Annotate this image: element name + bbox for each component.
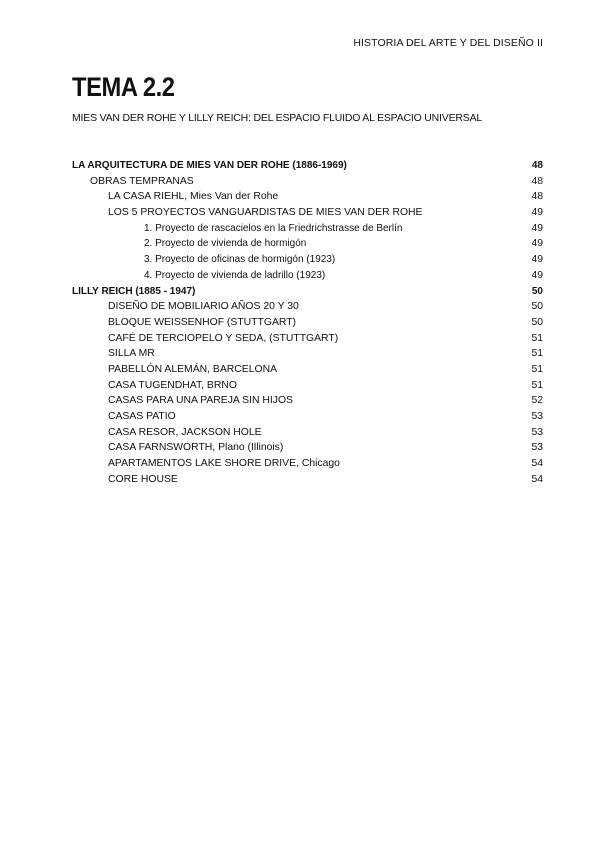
toc-entry-label: 3. Proyecto de oficinas de hormigón (1923) (144, 254, 336, 266)
toc-entry[interactable] (72, 268, 543, 284)
toc-entry[interactable] (72, 315, 543, 331)
toc-entry[interactable] (72, 472, 543, 488)
toc-entry-page-number: 49 (531, 238, 543, 250)
toc-entry[interactable] (72, 205, 543, 221)
toc-entry-page-number: 52 (531, 395, 543, 407)
toc-entry-page-number: 53 (531, 411, 543, 422)
toc-entry-label: LILLY REICH (1885 - 1947) (72, 285, 196, 297)
toc-entry[interactable] (72, 362, 543, 378)
running-header: HISTORIA DEL ARTE Y DEL DISEÑO II (353, 37, 543, 49)
toc-entry-label: CASA FARNSWORTH, Plano (Illinois) (108, 442, 284, 454)
toc-entry[interactable] (72, 409, 543, 425)
toc-entry-page-number: 51 (531, 332, 543, 344)
toc-entry-page-number: 51 (531, 379, 543, 391)
toc-entry-label: CAFÉ DE TERCIOPELO Y SEDA, (STUTTGART) (108, 332, 339, 344)
toc-entry-page-number: 48 (531, 175, 543, 187)
toc-entry-page-number: 48 (531, 191, 543, 203)
toc-entry-page-number: 48 (531, 160, 543, 171)
toc-entry-label: APARTAMENTOS LAKE SHORE DRIVE, Chicago (108, 458, 340, 470)
toc-entry-page-number: 50 (531, 301, 543, 313)
toc-entry-page-number: 53 (531, 426, 543, 438)
toc-entry-label: CASAS PATIO (108, 411, 176, 422)
toc-entry-page-number: 49 (531, 254, 543, 266)
toc-entry-label: 1. Proyecto de rascacielos en la Friedrichstrasse de Berlín (144, 222, 403, 234)
toc-entry-label: CASAS PARA UNA PAREJA SIN HIJOS (108, 395, 293, 407)
toc-entry-page-number: 49 (531, 269, 543, 281)
toc-entry-page-number: 54 (531, 473, 543, 485)
toc-entry-page-number: 49 (531, 222, 543, 234)
toc-entry[interactable] (72, 252, 543, 268)
toc-entry-label: LA ARQUITECTURA DE MIES VAN DER ROHE (1886-1969) (72, 160, 347, 171)
toc-entry-label: LOS 5 PROYECTOS VANGUARDISTAS DE MIES VAN DER ROHE (108, 207, 423, 219)
toc-entry[interactable] (72, 221, 543, 237)
toc-entry-page-number: 50 (531, 285, 543, 297)
toc-entry-label: 4. Proyecto de vivienda de ladrillo (1923) (144, 269, 326, 281)
page-title: TEMA 2.2 (72, 72, 175, 102)
toc-entry[interactable] (72, 284, 543, 300)
toc-entry-label: LA CASA RIEHL, Mies Van der Rohe (108, 191, 279, 203)
toc-entry-label: CORE HOUSE (108, 473, 178, 485)
toc-entry-label: 2. Proyecto de vivienda de hormigón (144, 238, 307, 250)
toc-entry[interactable] (72, 236, 543, 252)
toc-entry-page-number: 51 (531, 348, 543, 360)
toc-entry-label: OBRAS TEMPRANAS (90, 175, 194, 187)
toc-entry[interactable] (72, 174, 543, 190)
table-of-contents (72, 158, 543, 487)
page-subtitle: MIES VAN DER ROHE Y LILLY REICH: DEL ESPACIO FLUIDO AL ESPACIO UNIVERSAL (72, 112, 483, 124)
toc-entry-page-number: 49 (531, 207, 543, 219)
toc-entry-label: PABELLÓN ALEMÁN, BARCELONA (108, 363, 278, 375)
toc-entry-page-number: 53 (531, 442, 543, 454)
toc-entry-label: BLOQUE WEISSENHOF (STUTTGART) (108, 316, 297, 328)
toc-entry[interactable] (72, 456, 543, 472)
toc-entry-label: CASA RESOR, JACKSON HOLE (108, 426, 262, 438)
toc-entry-label: DISEÑO DE MOBILIARIO AÑOS 20 Y 30 (108, 301, 299, 313)
toc-entry[interactable] (72, 393, 543, 409)
toc-entry-page-number: 51 (531, 363, 543, 375)
toc-entry[interactable] (72, 440, 543, 456)
toc-entry[interactable] (72, 425, 543, 441)
toc-entry[interactable] (72, 331, 543, 347)
toc-entry-label: CASA TUGENDHAT, BRNO (108, 379, 237, 391)
toc-entry[interactable] (72, 299, 543, 315)
toc-entry-page-number: 50 (531, 316, 543, 328)
toc-entry-label: SILLA MR (108, 348, 155, 360)
toc-entry[interactable] (72, 346, 543, 362)
toc-entry[interactable] (72, 189, 543, 205)
toc-entry-page-number: 54 (531, 458, 543, 470)
toc-entry[interactable] (72, 378, 543, 394)
toc-entry[interactable] (72, 158, 543, 174)
